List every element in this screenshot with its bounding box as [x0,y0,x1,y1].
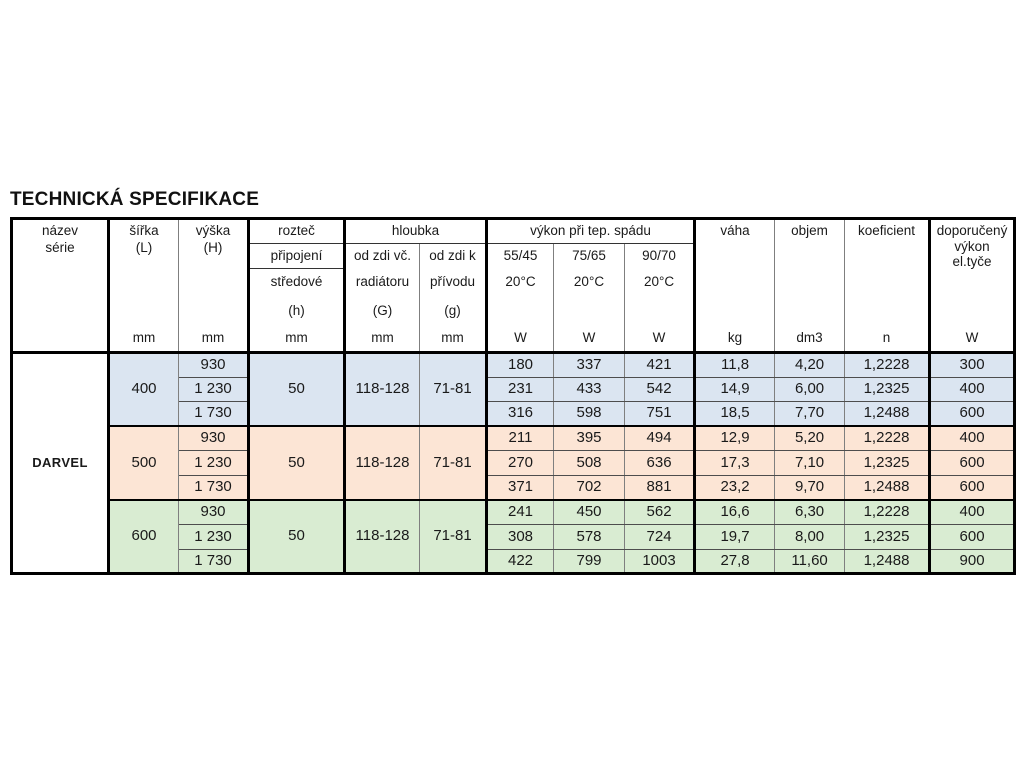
cell-power-5545: 316 [487,402,554,427]
header-vyska: výška (H) [179,219,249,327]
cell-power-9070: 542 [625,377,695,402]
header-temp-2: 20°C [554,269,625,297]
cell-depth-g: 118-128 [345,500,420,574]
cell-volume: 7,70 [775,402,845,427]
cell-power-7565: 578 [554,525,625,550]
cell-power-9070: 562 [625,500,695,525]
spec-table [10,217,1016,575]
cell-pitch: 50 [249,353,345,427]
cell-recommended: 600 [930,402,1015,427]
cell-power-7565: 702 [554,475,625,500]
cell-width: 600 [109,500,179,574]
header-doporuceny: doporučený výkon el.tyče [936,223,1008,270]
header-grad-7565: 75/65 [554,244,625,269]
cell-depth-g2: 71-81 [420,353,487,427]
header-roztec-symbol: (h) [249,297,345,327]
cell-weight: 16,6 [695,500,775,525]
cell-power-7565: 450 [554,500,625,525]
unit-kg: kg [695,327,775,353]
cell-weight: 27,8 [695,549,775,574]
cell-power-5545: 241 [487,500,554,525]
cell-recommended: 600 [930,475,1015,500]
cell-height: 1 230 [179,377,249,402]
cell-volume: 8,00 [775,525,845,550]
unit-roztec-mm: mm [249,327,345,353]
cell-recommended: 600 [930,525,1015,550]
cell-power-5545: 371 [487,475,554,500]
cell-depth-g2: 71-81 [420,500,487,574]
cell-coefficient: 1,2228 [845,426,930,451]
unit-w-1: W [487,327,554,353]
cell-power-9070: 751 [625,402,695,427]
cell-recommended: 600 [930,451,1015,476]
cell-power-7565: 433 [554,377,625,402]
header-hloubka-g2-line2: přívodu [420,269,487,297]
cell-power-9070: 724 [625,525,695,550]
header-hloubka-g-line2: radiátoru [345,269,420,297]
cell-coefficient: 1,2488 [845,402,930,427]
cell-height: 1 230 [179,525,249,550]
cell-coefficient: 1,2228 [845,500,930,525]
header-hloubka: hloubka [345,219,487,244]
cell-recommended: 900 [959,551,985,569]
cell-weight: 19,7 [695,525,775,550]
header-sirka: šířka (L) [109,219,179,327]
cell-power-9070: 636 [625,451,695,476]
cell-height: 1 730 [179,475,249,500]
header-stredove: středové [249,269,345,297]
cell-power-7565: 508 [554,451,625,476]
cell-weight: 11,8 [695,353,775,378]
cell-weight: 14,9 [695,377,775,402]
cell-power-7565: 799 [554,549,625,574]
unit-n: n [845,327,930,353]
cell-power-9070: 494 [625,426,695,451]
header-temp-1: 20°C [487,269,554,297]
unit-g-mm: mm [345,327,420,353]
header-spacer-2 [554,297,625,327]
cell-height: 930 [179,353,249,378]
cell-height: 930 [179,500,249,525]
cell-volume: 6,30 [775,500,845,525]
cell-power-7565: 598 [554,402,625,427]
cell-power-5545: 308 [487,525,554,550]
cell-depth-g2: 71-81 [420,426,487,500]
cell-power-5545: 422 [487,549,554,574]
cell-volume: 5,20 [775,426,845,451]
unit-w-3: W [625,327,695,353]
cell-depth-g: 118-128 [345,353,420,427]
cell-coefficient: 1,2325 [845,377,930,402]
cell-coefficient: 1,2488 [845,549,930,574]
cell-power-5545: 211 [487,426,554,451]
cell-weight: 23,2 [695,475,775,500]
cell-coefficient: 1,2325 [845,525,930,550]
cell-width: 500 [109,426,179,500]
cell-recommended: 400 [930,500,1015,525]
header-spacer-3 [625,297,695,327]
cell-power-9070: 421 [625,353,695,378]
unit-w-2: W [554,327,625,353]
cell-height: 930 [179,426,249,451]
cell-height: 1 730 [179,549,249,574]
cell-power-5545: 231 [487,377,554,402]
header-nazev-serie: název série [12,219,109,353]
header-vaha: váha [695,219,775,327]
header-pripojeni: připojení [249,244,345,269]
cell-weight: 18,5 [695,402,775,427]
cell-volume: 4,20 [775,353,845,378]
unit-g2-mm: mm [420,327,487,353]
cell-pitch: 50 [249,426,345,500]
cell-volume: 7,10 [775,451,845,476]
cell-power-5545: 270 [487,451,554,476]
cell-coefficient: 1,2228 [845,353,930,378]
cell-pitch: 50 [249,500,345,574]
cell-depth-g: 118-128 [345,426,420,500]
unit-dm3: dm3 [775,327,845,353]
cell-power-7565: 337 [554,353,625,378]
header-grad-9070: 90/70 [625,244,695,269]
header-hloubka-g-line1: od zdi vč. [345,244,420,269]
header-koeficient: koeficient [845,219,930,327]
cell-weight: 17,3 [695,451,775,476]
series-cell: DARVEL [12,353,109,574]
cell-power-5545: 180 [487,353,554,378]
page-title: TECHNICKÁ SPECIFIKACE [10,189,260,210]
cell-coefficient: 1,2488 [845,475,930,500]
cell-height: 1 230 [179,451,249,476]
cell-weight: 12,9 [695,426,775,451]
cell-height: 1 730 [179,402,249,427]
header-roztec: rozteč [249,219,345,244]
cell-power-9070: 881 [625,475,695,500]
header-spacer-1 [487,297,554,327]
header-vykon: výkon při tep. spádu [487,219,695,244]
cell-volume: 11,60 [775,549,845,574]
header-temp-3: 20°C [625,269,695,297]
cell-recommended: 400 [930,377,1015,402]
header-g2-symbol: (g) [420,297,487,327]
cell-power-7565: 395 [554,426,625,451]
header-grad-5545: 55/45 [487,244,554,269]
cell-width: 400 [109,353,179,427]
unit-sirka-mm: mm [109,327,179,353]
header-hloubka-g2-line1: od zdi k [420,244,487,269]
unit-vyska-mm: mm [179,327,249,353]
cell-recommended: 400 [930,426,1015,451]
cell-recommended: 300 [930,353,1015,378]
cell-power-9070: 1003 [625,549,695,574]
cell-volume: 9,70 [775,475,845,500]
header-g-symbol: (G) [345,297,420,327]
cell-volume: 6,00 [775,377,845,402]
cell-coefficient: 1,2325 [845,451,930,476]
unit-dop-w: W [930,327,1015,353]
header-objem: objem [775,219,845,327]
